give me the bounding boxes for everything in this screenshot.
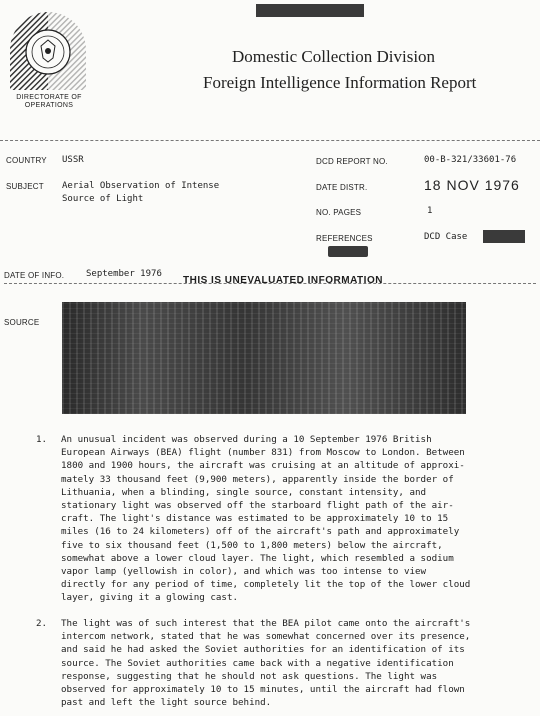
report-no-value: 00-B-321/33601-76 [424, 155, 517, 165]
agency-seal [8, 4, 88, 94]
paragraph-1: An unusual incident was observed during a 10 September 1976 British European Airways (BEA) flight (number 831) from Moscow to London. Between 1800 and 1900 hours, the aircraft was cruising at an altitude of approxi- mately 33 thousand feet (9,900 meters), apparently inside the border of Lithuania, when a blinding, single source, constant intensity, and stationary light was observed off the starboard flight path of the air- craft. The light's distance was estimated to be approximately 10 to 15 miles (16 to 24 kilometers) off of the aircraft's path and approximately five to six thousand feet (1,500 to 1,800 meters) below the aircraft, somewhat above a lower cloud layer. The light, which resembled a sodium vapor lamp (yellowish in color), and which was too intense to view directly for any period of time, completely lit the top of the lower cloud layer, giving it a glowing cast. [61, 434, 471, 604]
date-of-info-value: September 1976 [86, 269, 162, 279]
subject-line1: Aerial Observation of Intense [62, 181, 220, 191]
seal-caption [4, 94, 94, 110]
dcd-case-label: DCD Case [424, 232, 468, 242]
redaction-references [328, 246, 368, 257]
unevaluated-banner: THIS IS UNEVALUATED INFORMATION [183, 275, 383, 286]
seal-icon [8, 4, 88, 94]
report-title: Foreign Intelligence Information Report [203, 73, 477, 92]
source-label: SOURCE [4, 318, 40, 327]
country-label: COUNTRY [6, 156, 47, 165]
subject-label: SUBJECT [6, 182, 44, 191]
subject-line2: Source of Light [62, 194, 144, 204]
seal-caption-line2: OPERATIONS [24, 102, 74, 109]
date-distr-stamp: 18 NOV 1976 [424, 177, 520, 193]
division-title: Domestic Collection Division [232, 47, 436, 66]
country-value: USSR [62, 155, 84, 165]
date-of-info-label: DATE OF INFO. [4, 271, 65, 280]
seal-caption-line1: DIRECTORATE OF [16, 94, 82, 101]
redaction-case-number [483, 230, 525, 243]
redaction-source [62, 302, 466, 414]
references-label: REFERENCES [316, 234, 373, 243]
paragraph-1-number: 1. [36, 434, 48, 445]
report-no-label: DCD REPORT NO. [316, 157, 388, 166]
redaction-header [256, 4, 364, 17]
pages-label: NO. PAGES [316, 208, 362, 217]
date-distr-label: DATE DISTR. [316, 183, 368, 192]
header-divider [0, 140, 540, 141]
pages-value: 1 [427, 206, 433, 216]
paragraph-2: The light was of such interest that the BEA pilot came onto the aircraft's intercom network, stated that he was somewhat concerned over its presence, and said he had asked the Soviet authorities for an identification of its source. The Soviet authorities came back with a negative identification response, suggesting that he should not ask questions. The light was observed for approximately 10 to 15 minutes, until the aircraft had flown past and left the light source behind. [61, 618, 471, 709]
paragraph-2-number: 2. [36, 618, 48, 629]
